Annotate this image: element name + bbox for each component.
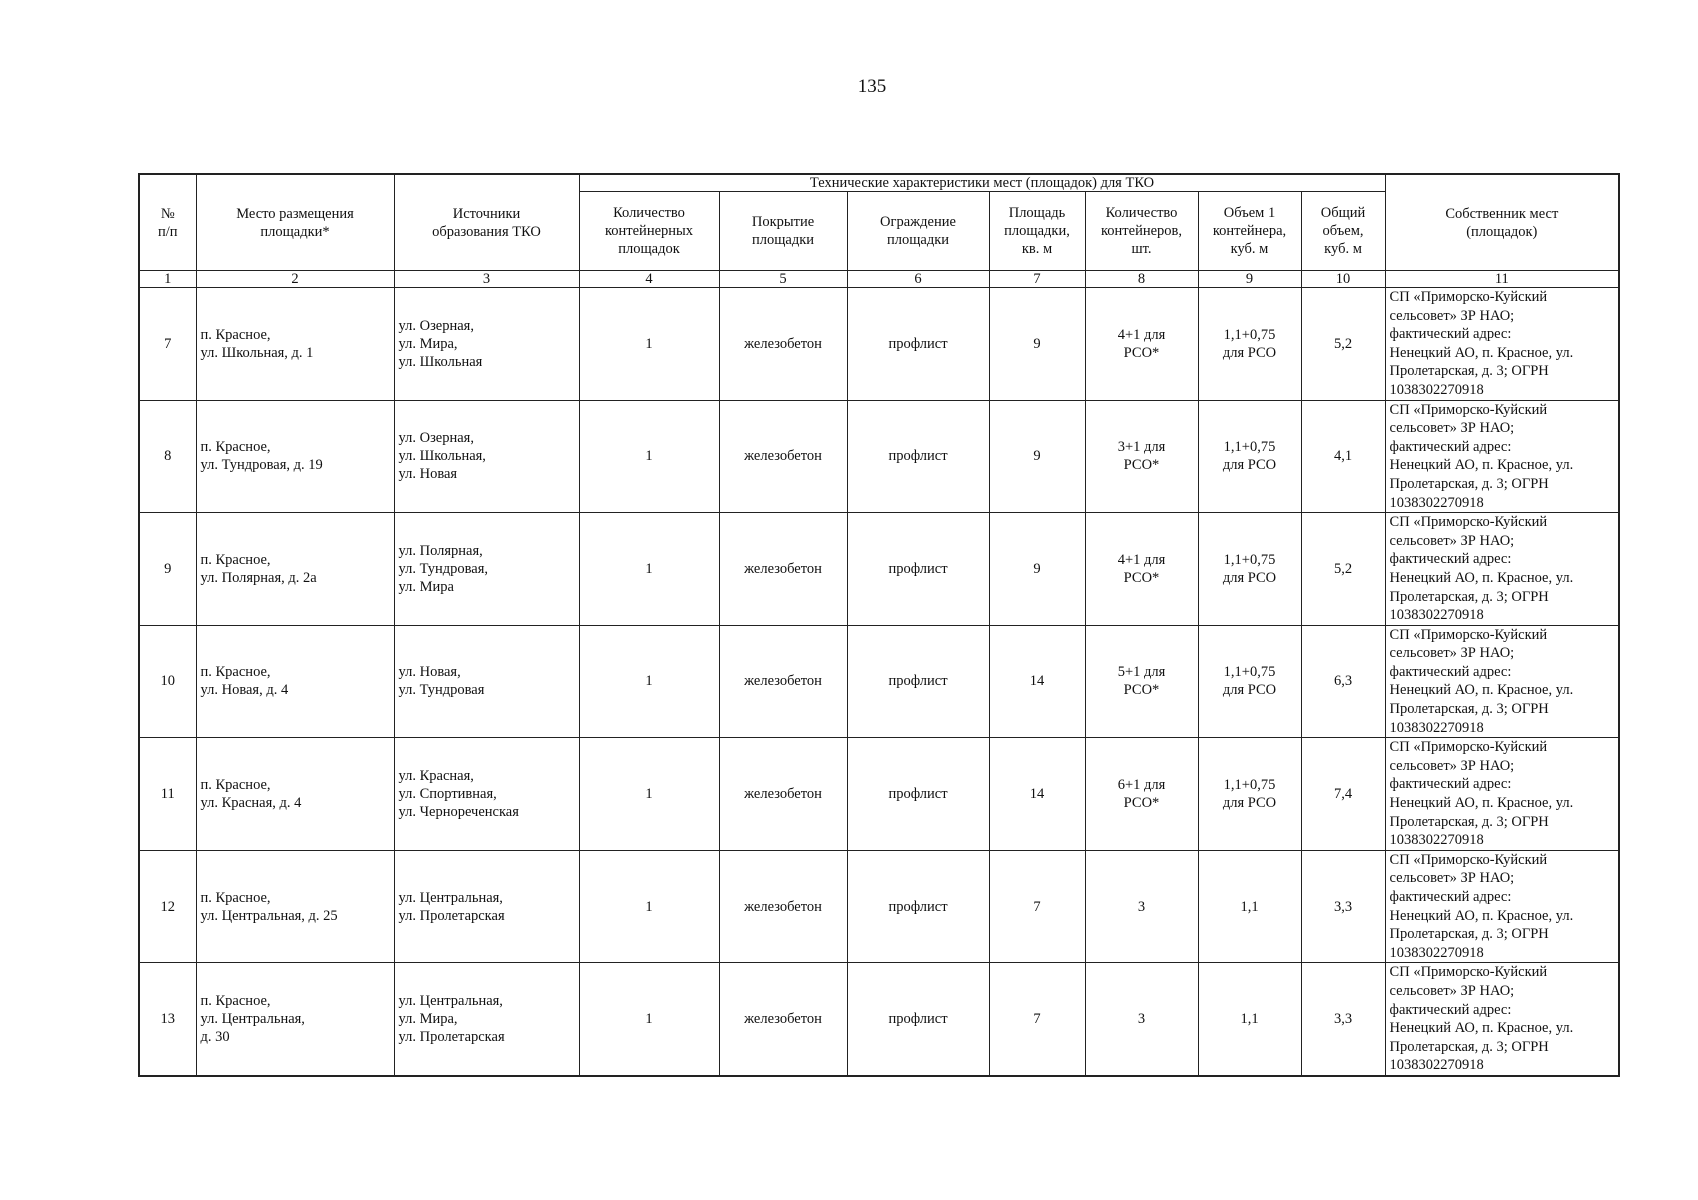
header-line: Количество xyxy=(613,205,685,221)
cell-sources xyxy=(394,850,579,963)
cell-fence: профлист xyxy=(847,625,989,738)
column-number: 2 xyxy=(196,271,394,288)
cell-owner-line: фактический адрес: xyxy=(1389,663,1512,680)
cell-owner-line: сельсовет» ЗР НАО; xyxy=(1389,532,1515,549)
cell-owner-line: сельсовет» ЗР НАО; xyxy=(1389,307,1515,324)
header-line: площадок xyxy=(618,241,680,257)
cell-sources-line: ул. Мира xyxy=(398,578,454,595)
cell-owner-line: фактический адрес: xyxy=(1389,1001,1512,1018)
cell-sources-line: ул. Тундровая xyxy=(398,682,485,699)
cell-place xyxy=(196,288,394,401)
cell-sources-line: ул. Озерная, xyxy=(398,317,474,334)
cell-area: 9 xyxy=(989,513,1085,626)
cell-sources-line: ул. Центральная, xyxy=(398,993,503,1010)
header-line: Место размещения xyxy=(236,205,354,222)
header-cover xyxy=(719,192,847,271)
cell-owner-line: Пролетарская, д. 3; ОГРН xyxy=(1389,363,1549,380)
cell-sources-line: ул. Красная, xyxy=(398,768,474,785)
header-line: № xyxy=(160,205,175,222)
header-owner xyxy=(1385,174,1619,271)
header-volume-one xyxy=(1198,192,1301,271)
cell-place-line: п. Красное, xyxy=(200,993,271,1010)
cell-sources xyxy=(394,738,579,851)
cell-fence: профлист xyxy=(847,963,989,1076)
cell-sources-line: ул. Тундровая, xyxy=(398,560,489,577)
cell-owner-line: СП «Приморско-Куйский xyxy=(1389,289,1548,305)
table-row xyxy=(139,400,1619,513)
cell-owner-line: Ненецкий АО, п. Красное, ул. xyxy=(1389,907,1574,924)
cell-container-count-line: РСО* xyxy=(1123,457,1160,474)
cell-volume-one xyxy=(1198,963,1301,1076)
cell-fence: профлист xyxy=(847,850,989,963)
cell-num: 12 xyxy=(139,850,196,963)
cell-volume-one xyxy=(1198,513,1301,626)
cell-num: 10 xyxy=(139,625,196,738)
cell-sources-line: ул. Школьная, xyxy=(398,448,486,465)
cell-area: 7 xyxy=(989,850,1085,963)
cell-place-line: д. 30 xyxy=(200,1029,230,1046)
cell-owner-line: сельсовет» ЗР НАО; xyxy=(1389,870,1515,887)
cell-volume-one-line: 1,1+0,75 xyxy=(1223,551,1276,568)
header-line: площадки, xyxy=(1004,223,1070,239)
cell-owner xyxy=(1385,850,1619,963)
cell-sources-line: ул. Центральная, xyxy=(398,889,503,906)
cell-area: 14 xyxy=(989,738,1085,851)
cell-sources xyxy=(394,625,579,738)
cell-place-line: п. Красное, xyxy=(200,889,271,906)
cell-volume-one-line: для РСО xyxy=(1222,682,1277,699)
cell-owner-line: Ненецкий АО, п. Красное, ул. xyxy=(1389,344,1574,361)
cell-num: 13 xyxy=(139,963,196,1076)
cell-volume-one xyxy=(1198,288,1301,401)
column-number: 10 xyxy=(1301,271,1385,288)
cell-place-line: ул. Центральная, xyxy=(200,1011,305,1028)
cell-site-count: 1 xyxy=(579,625,719,738)
table-row xyxy=(139,850,1619,963)
cell-owner-line: Ненецкий АО, п. Красное, ул. xyxy=(1389,1020,1574,1037)
cell-owner-line: СП «Приморско-Куйский xyxy=(1389,964,1548,981)
cell-place xyxy=(196,513,394,626)
cell-num: 9 xyxy=(139,513,196,626)
cell-cover: железобетон xyxy=(719,625,847,738)
cell-place xyxy=(196,963,394,1076)
cell-owner-line: Пролетарская, д. 3; ОГРН xyxy=(1389,926,1549,943)
cell-container-count xyxy=(1085,288,1198,401)
cell-place-line: п. Красное, xyxy=(200,439,271,456)
cell-site-count: 1 xyxy=(579,850,719,963)
header-line: контейнерных xyxy=(604,223,694,239)
cell-owner-line: СП «Приморско-Куйский xyxy=(1389,739,1548,756)
cell-owner-line: Пролетарская, д. 3; ОГРН xyxy=(1389,1038,1549,1055)
cell-place-line: п. Красное, xyxy=(200,777,271,794)
cell-owner-line: СП «Приморско-Куйский xyxy=(1389,514,1548,531)
header-line: объем, xyxy=(1322,223,1364,239)
cell-num: 7 xyxy=(139,288,196,401)
header-area xyxy=(989,192,1085,271)
cell-volume-one-line: 1,1 xyxy=(1240,898,1259,915)
cell-area: 9 xyxy=(989,400,1085,513)
cell-owner-line: фактический адрес: xyxy=(1389,326,1512,343)
cell-volume-total: 5,2 xyxy=(1301,513,1385,626)
cell-owner xyxy=(1385,625,1619,738)
cell-owner xyxy=(1385,513,1619,626)
cell-place-line: п. Красное, xyxy=(200,326,271,343)
cell-site-count: 1 xyxy=(579,738,719,851)
cell-place-line: ул. Тундровая, д. 19 xyxy=(200,457,323,474)
cell-cover: железобетон xyxy=(719,738,847,851)
cell-cover: железобетон xyxy=(719,963,847,1076)
header-line: шт. xyxy=(1131,241,1152,257)
header-line: образования ТКО xyxy=(432,223,541,240)
cell-sources-line: ул. Мира, xyxy=(398,335,458,352)
cell-container-count-line: 4+1 для xyxy=(1117,326,1166,343)
header-line: Общий xyxy=(1320,205,1366,221)
cell-owner-line: фактический адрес: xyxy=(1389,889,1512,905)
header-line: контейнера, xyxy=(1212,223,1287,239)
cell-owner-line: СП «Приморско-Куйский xyxy=(1389,626,1548,643)
cell-volume-one xyxy=(1198,400,1301,513)
cell-volume-one-line: 1,1+0,75 xyxy=(1223,777,1276,794)
cell-owner-line: Пролетарская, д. 3; ОГРН xyxy=(1389,701,1549,718)
cell-owner xyxy=(1385,288,1619,401)
cell-cover: железобетон xyxy=(719,400,847,513)
table-row xyxy=(139,513,1619,626)
cell-volume-one-line: 1,1+0,75 xyxy=(1223,664,1276,681)
cell-owner-line: 1038302270918 xyxy=(1389,494,1484,511)
cell-sources xyxy=(394,400,579,513)
cell-owner-line: 1038302270918 xyxy=(1389,607,1484,624)
cell-container-count-line: 4+1 для xyxy=(1117,551,1166,568)
cell-fence: профлист xyxy=(847,738,989,851)
header-line: Ограждение xyxy=(880,214,956,230)
cell-owner-line: Пролетарская, д. 3; ОГРН xyxy=(1389,588,1549,605)
cell-area: 9 xyxy=(989,288,1085,401)
cell-owner-line: Ненецкий АО, п. Красное, ул. xyxy=(1389,457,1574,474)
cell-owner-line: сельсовет» ЗР НАО; xyxy=(1389,420,1515,437)
cell-sources-line: ул. Озерная, xyxy=(398,430,474,447)
header-count-containers xyxy=(1085,192,1198,271)
cell-owner-line: 1038302270918 xyxy=(1389,944,1484,961)
column-number-row xyxy=(139,271,1619,288)
cell-place xyxy=(196,850,394,963)
cell-container-count-line: 3 xyxy=(1137,1011,1146,1028)
header-fence xyxy=(847,192,989,271)
header-line: площадки* xyxy=(260,223,330,240)
cell-container-count xyxy=(1085,625,1198,738)
cell-container-count xyxy=(1085,963,1198,1076)
header-volume-total xyxy=(1301,192,1385,271)
cell-area: 14 xyxy=(989,625,1085,738)
header-place xyxy=(196,174,394,271)
cell-owner-line: сельсовет» ЗР НАО; xyxy=(1389,757,1515,774)
cell-sources-line: ул. Пролетарская xyxy=(398,1029,505,1046)
cell-volume-one xyxy=(1198,738,1301,851)
header-line: Объем 1 xyxy=(1223,205,1276,221)
cell-site-count: 1 xyxy=(579,513,719,626)
header-line: площадки xyxy=(751,232,815,248)
cell-sources-line: ул. Чернореченская xyxy=(398,804,519,821)
cell-place-line: п. Красное, xyxy=(200,551,271,568)
column-number: 9 xyxy=(1198,271,1301,288)
cell-place xyxy=(196,625,394,738)
cell-cover: железобетон xyxy=(719,288,847,401)
column-number: 5 xyxy=(719,271,847,288)
cell-container-count xyxy=(1085,513,1198,626)
cell-volume-one-line: 1,1 xyxy=(1240,1011,1259,1028)
cell-sources xyxy=(394,288,579,401)
cell-owner-line: Ненецкий АО, п. Красное, ул. xyxy=(1389,682,1574,699)
cell-owner xyxy=(1385,738,1619,851)
cell-owner-line: 1038302270918 xyxy=(1389,719,1484,736)
cell-place xyxy=(196,738,394,851)
cell-sources-line: ул. Новая xyxy=(398,466,458,483)
header-line: Собственник мест xyxy=(1445,205,1559,222)
header-line: Количество xyxy=(1105,205,1178,221)
cell-fence: профлист xyxy=(847,400,989,513)
cell-owner-line: 1038302270918 xyxy=(1389,832,1484,849)
column-number: 3 xyxy=(394,271,579,288)
cell-owner-line: фактический адрес: xyxy=(1389,438,1512,455)
cell-owner xyxy=(1385,963,1619,1076)
cell-container-count-line: РСО* xyxy=(1123,795,1160,812)
cell-volume-total: 3,3 xyxy=(1301,963,1385,1076)
cell-cover: железобетон xyxy=(719,513,847,626)
table-row xyxy=(139,963,1619,1076)
cell-container-count xyxy=(1085,850,1198,963)
cell-container-count-line: 3+1 для xyxy=(1117,439,1166,456)
cell-owner-line: сельсовет» ЗР НАО; xyxy=(1389,645,1515,662)
table-row xyxy=(139,625,1619,738)
cell-place-line: ул. Школьная, д. 1 xyxy=(200,344,314,361)
cell-volume-one-line: 1,1+0,75 xyxy=(1223,326,1276,343)
cell-volume-total: 3,3 xyxy=(1301,850,1385,963)
header-line: куб. м xyxy=(1324,241,1362,257)
cell-sources xyxy=(394,513,579,626)
cell-owner-line: Пролетарская, д. 3; ОГРН xyxy=(1389,813,1549,830)
waste-sites-table xyxy=(138,173,1620,1077)
cell-volume-one-line: для РСО xyxy=(1222,457,1277,474)
cell-site-count: 1 xyxy=(579,963,719,1076)
cell-owner-line: фактический адрес: xyxy=(1389,551,1512,568)
cell-container-count-line: 6+1 для xyxy=(1117,777,1166,794)
header-line: Площадь xyxy=(1008,205,1066,221)
cell-sources-line: ул. Мира, xyxy=(398,1011,458,1028)
cell-place-line: ул. Красная, д. 4 xyxy=(200,795,302,812)
cell-volume-one xyxy=(1198,625,1301,738)
cell-owner-line: Ненецкий АО, п. Красное, ул. xyxy=(1389,795,1574,812)
cell-place-line: ул. Центральная, д. 25 xyxy=(200,907,338,924)
header-line: кв. м xyxy=(1021,241,1053,257)
cell-place-line: п. Красное, xyxy=(200,664,271,681)
header-line: куб. м xyxy=(1230,241,1269,257)
cell-owner-line: СП «Приморско-Куйский xyxy=(1389,401,1548,418)
page-number: 135 xyxy=(857,76,887,97)
cell-volume-one-line: для РСО xyxy=(1222,344,1277,361)
cell-sources-line: ул. Полярная, xyxy=(398,542,483,559)
cell-container-count xyxy=(1085,400,1198,513)
column-number: 8 xyxy=(1085,271,1198,288)
header-count-sites xyxy=(579,192,719,271)
cell-volume-one-line: для РСО xyxy=(1222,569,1277,586)
column-number: 6 xyxy=(847,271,989,288)
table-row xyxy=(139,288,1619,401)
cell-sources-line: ул. Школьная xyxy=(398,353,483,370)
header-line: п/п xyxy=(157,223,178,240)
cell-owner-line: сельсовет» ЗР НАО; xyxy=(1389,982,1515,999)
cell-num: 8 xyxy=(139,400,196,513)
header-num xyxy=(139,174,196,271)
cell-num: 11 xyxy=(139,738,196,851)
cell-container-count-line: РСО* xyxy=(1123,344,1160,361)
cell-site-count: 1 xyxy=(579,288,719,401)
header-line: Источники xyxy=(452,205,521,222)
cell-sources xyxy=(394,963,579,1076)
cell-volume-total: 5,2 xyxy=(1301,288,1385,401)
cell-owner-line: 1038302270918 xyxy=(1389,381,1484,398)
header-line: площадки xyxy=(886,232,950,248)
cell-sources-line: ул. Новая, xyxy=(398,664,461,681)
header-line: (площадок) xyxy=(1466,223,1538,240)
column-number: 4 xyxy=(579,271,719,288)
cell-place-line: ул. Полярная, д. 2а xyxy=(200,569,317,586)
cell-container-count-line: 3 xyxy=(1137,898,1146,915)
cell-owner-line: СП «Приморско-Куйский xyxy=(1389,851,1548,868)
cell-place-line: ул. Новая, д. 4 xyxy=(200,682,289,699)
cell-fence: профлист xyxy=(847,288,989,401)
cell-owner-line: 1038302270918 xyxy=(1389,1057,1484,1074)
cell-owner xyxy=(1385,400,1619,513)
cell-volume-total: 7,4 xyxy=(1301,738,1385,851)
header-tech-group: Технические характеристики мест (площадок) для ТКО xyxy=(579,174,1385,192)
cell-container-count-line: РСО* xyxy=(1123,682,1160,699)
cell-owner-line: фактический адрес: xyxy=(1389,776,1512,793)
cell-volume-one-line: для РСО xyxy=(1222,795,1277,812)
cell-volume-total: 4,1 xyxy=(1301,400,1385,513)
column-number: 11 xyxy=(1385,271,1619,288)
header-line: Покрытие xyxy=(751,214,815,230)
header-line: контейнеров, xyxy=(1100,223,1183,239)
cell-area: 7 xyxy=(989,963,1085,1076)
header-sources xyxy=(394,174,579,271)
cell-sources-line: ул. Спортивная, xyxy=(398,786,497,803)
cell-container-count xyxy=(1085,738,1198,851)
cell-volume-one-line: 1,1+0,75 xyxy=(1223,439,1276,456)
column-number: 7 xyxy=(989,271,1085,288)
cell-container-count-line: РСО* xyxy=(1123,569,1160,586)
cell-sources-line: ул. Пролетарская xyxy=(398,907,505,924)
cell-place xyxy=(196,400,394,513)
cell-owner-line: Пролетарская, д. 3; ОГРН xyxy=(1389,475,1549,492)
cell-cover: железобетон xyxy=(719,850,847,963)
column-number: 1 xyxy=(139,271,196,288)
cell-volume-total: 6,3 xyxy=(1301,625,1385,738)
cell-site-count: 1 xyxy=(579,400,719,513)
cell-volume-one xyxy=(1198,850,1301,963)
cell-container-count-line: 5+1 для xyxy=(1117,664,1166,681)
cell-owner-line: Ненецкий АО, п. Красное, ул. xyxy=(1389,569,1574,586)
table-row xyxy=(139,738,1619,851)
cell-fence: профлист xyxy=(847,513,989,626)
